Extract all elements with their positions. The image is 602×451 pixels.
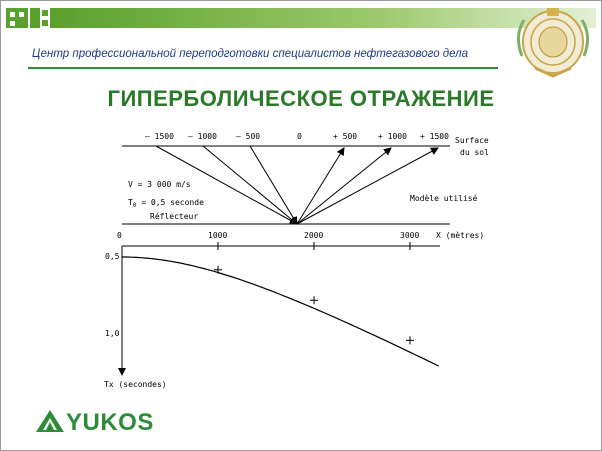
offset-label: – 1000: [188, 132, 217, 141]
offset-label: – 500: [236, 132, 261, 141]
t0-label: $T_0 = 0,5$ seconde: [128, 198, 204, 209]
brand-logo-text: YUKOS: [66, 409, 154, 436]
surface-label: Surface: [455, 136, 489, 145]
model-label: Modèle utilisé: [410, 194, 478, 203]
data-point-marker: [406, 336, 414, 344]
page-title: ГИПЕРБОЛИЧЕСКОЕ ОТРАЖЕНИЕ: [107, 86, 495, 111]
org-header-text: Центр профессиональной переподготовки специалистов нефтегазового дела: [32, 48, 469, 60]
x-tick-label: 0: [117, 231, 122, 240]
y-axis-label: Tx (secondes): [104, 380, 167, 389]
header-decoration: [6, 8, 596, 28]
x-tick-label: 3000: [400, 231, 420, 240]
y-tick-label: 0,5: [105, 252, 120, 261]
yukos-logo-icon: [34, 408, 66, 434]
header-divider: [28, 67, 498, 69]
offset-label: – 1500: [145, 132, 174, 141]
emblem-icon: [510, 6, 596, 78]
offset-label: + 1000: [378, 132, 407, 141]
hyperbolic-reflection-diagram: [0, 120, 602, 400]
y-tick-label: 1,0: [105, 329, 120, 338]
ray-paths: [156, 146, 438, 224]
x-tick-label: 2000: [304, 231, 324, 240]
data-point-marker: [214, 266, 222, 274]
surface-label: du sol: [460, 148, 489, 157]
traveltime-curve: [122, 257, 439, 366]
x-tick-label: 1000: [208, 231, 228, 240]
hyperbola-line: [122, 257, 439, 366]
x-axis-label: X (mètres): [436, 231, 485, 240]
offset-label: + 1500: [420, 132, 449, 141]
velocity-label: V = 3 000 m/s: [128, 180, 191, 189]
reflector-label: Réflecteur: [150, 212, 199, 221]
offset-label: + 500: [333, 132, 358, 141]
data-point-marker: [310, 296, 318, 304]
offset-label: 0: [297, 132, 302, 141]
